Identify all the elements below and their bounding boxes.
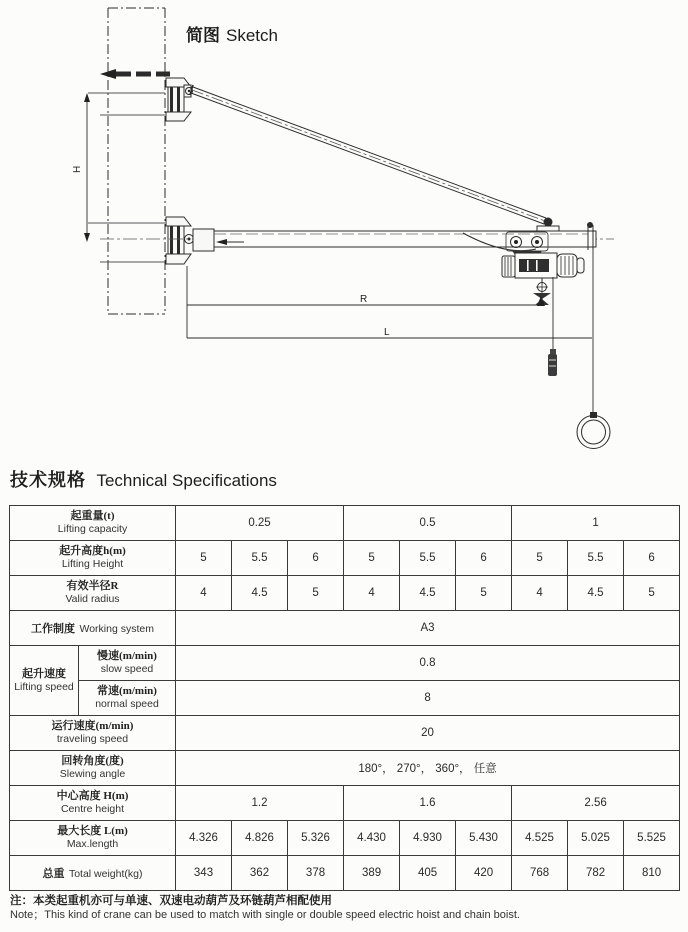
- lower-bracket: [166, 217, 194, 264]
- section-title-zh: 技术规格: [10, 470, 86, 490]
- cell-radius-1: 4.5: [232, 576, 288, 611]
- row-slewing-angle: [10, 751, 680, 786]
- upper-bracket: [166, 78, 193, 121]
- row-working-system: [10, 611, 680, 646]
- cell-maxlen-6: 4.525: [512, 821, 568, 856]
- row-lifting-height: [10, 541, 680, 576]
- row-valid-radius: [10, 576, 680, 611]
- cell-traveling-speed: 20: [176, 716, 680, 751]
- hanging-ring: [577, 250, 610, 449]
- dim-r-label: R: [360, 294, 368, 305]
- cell-centre-1: 1.6: [344, 786, 512, 821]
- cell-maxlen-4: 4.930: [400, 821, 456, 856]
- label-slow-speed: 慢速(m/min) slow speed: [79, 646, 176, 681]
- label-max-length: 最大长度 L(m) Max.length: [10, 821, 176, 856]
- label-normal-speed: 常速(m/min) normal speed: [79, 681, 176, 716]
- cell-capacity-0: 0.25: [176, 506, 344, 541]
- footnote-zh: 注：本类起重机亦可与单速、双速电动葫芦及环链葫芦相配使用: [10, 895, 332, 907]
- cell-height-5: 6: [456, 541, 512, 576]
- cell-centre-2: 2.56: [512, 786, 680, 821]
- cell-radius-3: 4: [344, 576, 400, 611]
- electric-hoist: [502, 253, 584, 278]
- cell-radius-2: 5: [288, 576, 344, 611]
- label-centre-height: 中心高度 H(m) Centre height: [10, 786, 176, 821]
- row-traveling-speed: [10, 716, 680, 751]
- cell-radius-8: 5: [624, 576, 680, 611]
- cell-weight-7: 782: [568, 856, 624, 891]
- cell-normal-speed: 8: [176, 681, 680, 716]
- cell-capacity-1: 0.5: [344, 506, 512, 541]
- cell-height-8: 6: [624, 541, 680, 576]
- cell-maxlen-5: 5.430: [456, 821, 512, 856]
- cell-maxlen-2: 5.326: [288, 821, 344, 856]
- footnote: [10, 894, 520, 922]
- cell-height-6: 5: [512, 541, 568, 576]
- sketch-drawing: [0, 0, 688, 460]
- dimension-r: [187, 266, 545, 338]
- cell-radius-6: 4: [512, 576, 568, 611]
- cell-height-4: 5.5: [400, 541, 456, 576]
- cell-maxlen-0: 4.326: [176, 821, 232, 856]
- label-total-weight: 总重 Total weight(kg): [10, 856, 176, 891]
- cell-slewing-angle: 180°， 270°， 360°， 任意: [176, 751, 680, 786]
- cell-radius-4: 4.5: [400, 576, 456, 611]
- row-slow-speed: [10, 646, 680, 681]
- label-lifting-speed: 起升速度 Lifting speed: [10, 646, 79, 716]
- cell-height-0: 5: [176, 541, 232, 576]
- sketch-title-zh: 简图: [186, 26, 220, 45]
- wall-column: [108, 8, 165, 314]
- row-normal-speed: [10, 681, 680, 716]
- tie-rod: [190, 85, 559, 231]
- dim-l-label: L: [384, 327, 390, 338]
- cell-weight-6: 768: [512, 856, 568, 891]
- cell-weight-2: 378: [288, 856, 344, 891]
- label-traveling-speed: 运行速度(m/min) traveling speed: [10, 716, 176, 751]
- cell-weight-8: 810: [624, 856, 680, 891]
- spec-table: [9, 505, 680, 891]
- cell-weight-0: 343: [176, 856, 232, 891]
- section-title-en: Technical Specifications: [96, 471, 277, 490]
- cell-height-7: 5.5: [568, 541, 624, 576]
- cell-height-3: 5: [344, 541, 400, 576]
- pendant-control: [548, 277, 557, 376]
- cell-height-2: 6: [288, 541, 344, 576]
- cell-radius-7: 4.5: [568, 576, 624, 611]
- cell-weight-1: 362: [232, 856, 288, 891]
- cell-radius-5: 5: [456, 576, 512, 611]
- wall-mount-lines: [88, 93, 165, 262]
- row-total-weight: [10, 856, 680, 891]
- cell-weight-5: 420: [456, 856, 512, 891]
- label-lifting-capacity: 起重量(t) Lifting capacity: [10, 506, 176, 541]
- cell-maxlen-1: 4.826: [232, 821, 288, 856]
- cell-slow-speed: 0.8: [176, 646, 680, 681]
- dim-h-label: H: [72, 165, 83, 173]
- cell-maxlen-3: 4.430: [344, 821, 400, 856]
- sketch-title-en: Sketch: [226, 26, 278, 45]
- anchor-bolt-arrow: [100, 69, 170, 79]
- dimension-h: [72, 93, 90, 242]
- row-centre-height: [10, 786, 680, 821]
- cell-height-1: 5.5: [232, 541, 288, 576]
- row-max-length: [10, 821, 680, 856]
- label-lifting-height: 起升高度h(m) Lifting Height: [10, 541, 176, 576]
- footnote-en: Note；This kind of crane can be used to match with single or double speed electric hoist and chain boist.: [10, 909, 520, 921]
- cell-weight-4: 405: [400, 856, 456, 891]
- label-slewing-angle: 回转角度(度) Slewing angle: [10, 751, 176, 786]
- section-title: [10, 466, 277, 492]
- cell-working-system: A3: [176, 611, 680, 646]
- cell-maxlen-8: 5.525: [624, 821, 680, 856]
- label-valid-radius: 有效半径R Valid radius: [10, 576, 176, 611]
- cell-maxlen-7: 5.025: [568, 821, 624, 856]
- row-lifting-capacity: [10, 506, 680, 541]
- cell-centre-0: 1.2: [176, 786, 344, 821]
- dimension-l: [187, 327, 592, 338]
- cell-weight-3: 389: [344, 856, 400, 891]
- label-working-system: 工作制度 Working system: [10, 611, 176, 646]
- cell-radius-0: 4: [176, 576, 232, 611]
- cell-capacity-2: 1: [512, 506, 680, 541]
